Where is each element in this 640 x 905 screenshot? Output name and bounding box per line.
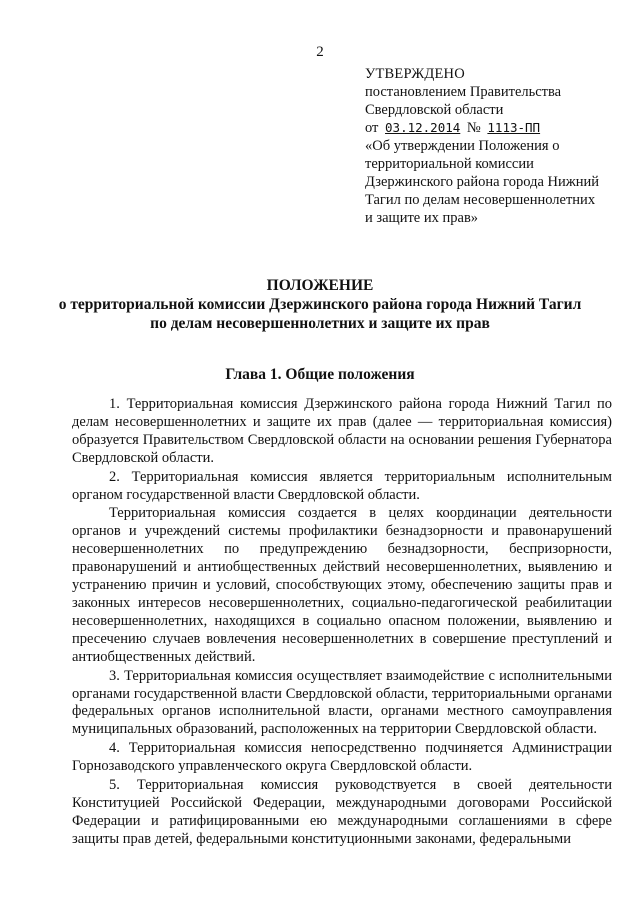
approval-block: [365, 65, 605, 227]
approval-date: 03.12.2014: [385, 120, 461, 135]
paragraph: 3. Территориальная комиссия осуществляет взаимодействие с исполнительными органами государственной власти Свердловской области, территориальными органами федеральных органов исполнительной власти, органами местного самоуправления муниципальных образований, расположенных на территории Свердловской области.: [72, 667, 612, 738]
approval-number-label: №: [466, 120, 481, 136]
document-subtitle-line-2: по делам несовершеннолетних и защите их прав: [150, 315, 490, 332]
approval-line-2: Свердловской области: [365, 102, 504, 118]
paragraph: 1. Территориальная комиссия Дзержинского района города Нижний Тагил по делам несовершеннолетних и защите их прав (далее — территориальная комиссия) образуется Правительством Свердловской области на основании решения Губернатора Свердловской области.: [72, 396, 612, 466]
approval-heading: УТВЕРЖДЕНО: [365, 66, 465, 82]
approval-date-line: [365, 119, 605, 137]
approval-line-1: постановлением Правительства: [365, 84, 562, 100]
paragraph: 5. Территориальная комиссия руководствуется в своей деятельности Конституцией Российской Федерации, международными договорами Российской Федерации и ратифицированными ею международными соглашениями в сфере защиты прав детей, федеральными конституционными законами, федеральными: [72, 777, 612, 847]
paragraph: Территориальная комиссия создается в целях координации деятельности органов и учреждений системы профилактики безнадзорности и правонарушений несовершеннолетних по предупреждению безнадзорности, беспризорности, правонарушений и антиобщественных действий несовершеннолетних, выявлению и устранению причин и условий, способствующих этому, обеспечению защиты прав и законных интересов несовершеннолетних, социально-педагогической реабилитации несовершеннолетних, находящихся в социально опасном положении, выявлению и пресечению случаев вовлечения несовершеннолетних в совершение преступлений и антиобщественных действий.: [72, 505, 612, 665]
document-body: [72, 396, 612, 850]
document-title-block: [0, 276, 640, 333]
paragraph: 4. Территориальная комиссия непосредственно подчиняется Администрации Горнозаводского управленческого округа Свердловской области.: [72, 740, 612, 775]
approval-number: 1113-ПП: [487, 120, 541, 135]
approval-subject: «Об утверждении Положения о территориальной комиссии Дзержинского района города Нижний Тагил по делам несовершеннолетних и защите их прав»: [365, 138, 600, 226]
document-title: ПОЛОЖЕНИЕ: [266, 277, 374, 294]
document-subtitle-line-1: о территориальной комиссии Дзержинского района города Нижний Тагил: [58, 296, 582, 313]
chapter-title: Глава 1. Общие положения: [225, 366, 415, 383]
page-number: 2: [316, 44, 324, 60]
approval-from-label: от: [365, 120, 379, 136]
paragraph: 2. Территориальная комиссия является территориальным исполнительным органом государственной власти Свердловской области.: [72, 468, 612, 503]
